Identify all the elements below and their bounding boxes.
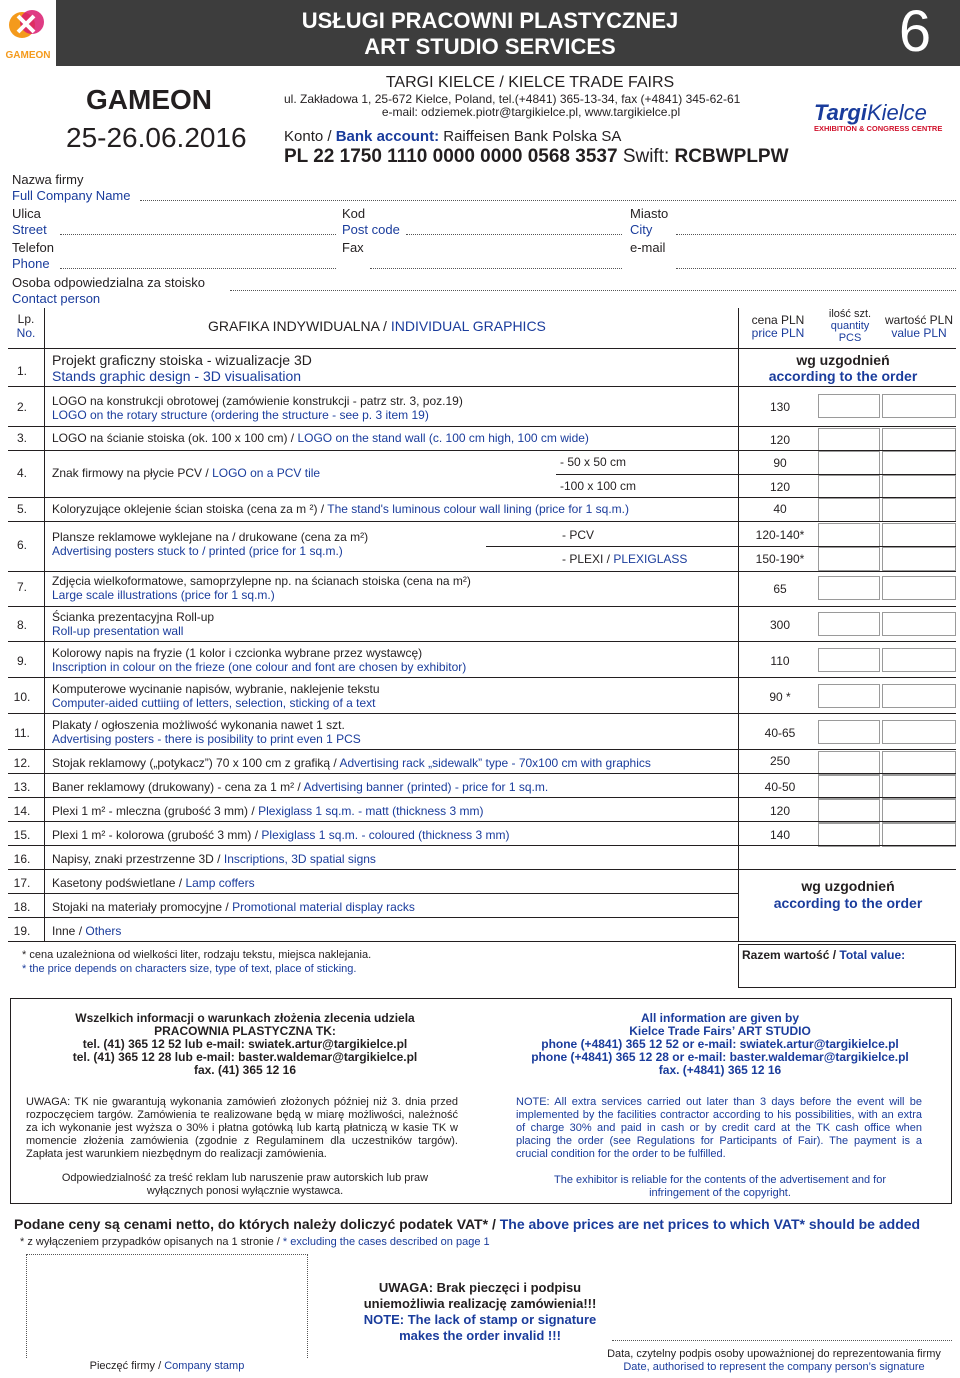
company-input[interactable] xyxy=(140,200,956,201)
footnote-pl: * cena uzależniona od wielkości liter, rodzaju tekstu, miejsca naklejania. xyxy=(22,949,372,961)
row6-number: 6. xyxy=(16,538,27,552)
row14-desc xyxy=(52,804,483,818)
total-value-box[interactable] xyxy=(738,944,956,988)
row-divider xyxy=(8,749,956,750)
info-pl-l1: Wszelkich informacji o warunkach złożenia zlecenia udziela xyxy=(75,1011,415,1025)
row13-desc xyxy=(52,780,548,794)
row4-en: LOGO on a PCV tile xyxy=(212,466,321,480)
row11-pl: Plakaty / ogłoszenia możliwość wykonania nawet 1 szt. xyxy=(52,718,345,732)
organizer-title: TARGI KIELCE / KIELCE TRADE FAIRS xyxy=(385,74,675,91)
row14-value-input[interactable] xyxy=(882,799,956,823)
organizer-email-text: e-mail: odziemek.piotr@targikielce.pl, www.targikielce.pl xyxy=(381,105,681,119)
event-dates: 25-26.06.2016 xyxy=(66,122,247,153)
row6-desc xyxy=(52,530,368,558)
row-divider xyxy=(8,773,956,774)
bank-line xyxy=(284,128,621,145)
row2-qty-input[interactable] xyxy=(818,394,880,418)
no-label: No. xyxy=(16,326,36,340)
row14-en: Plexiglass 1 sq.m. - matt (thickness 3 mm) xyxy=(258,804,484,818)
row-divider xyxy=(8,797,956,798)
row4-opt1: - 50 x 50 cm xyxy=(560,455,627,469)
row15-desc xyxy=(52,828,510,842)
page-number: 6 xyxy=(898,0,932,64)
contact-pl: Osoba odpowiedzialna za stoisko xyxy=(12,275,205,290)
row4-mid-divider xyxy=(556,474,956,475)
street-input[interactable] xyxy=(60,234,336,235)
row6-opt2-en: PLEXIGLASS xyxy=(613,552,688,566)
gameon-logo xyxy=(0,0,56,66)
vat-line xyxy=(14,1216,920,1232)
row6-pl: Plansze reklamowe wyklejane na / drukowane (cena za m²) xyxy=(52,530,369,544)
row11-desc xyxy=(52,718,361,746)
row10-en: Computer-aided cuttiing of letters, selection, sticking of a text xyxy=(52,696,376,710)
row-divider xyxy=(8,713,956,714)
bank-label-en: Bank account: xyxy=(335,128,440,145)
row3-desc xyxy=(52,431,589,445)
row15-en: Plexiglass 1 sq.m. - coloured (thickness 3 mm) xyxy=(261,828,510,842)
row15-price: 140 xyxy=(769,828,791,842)
row5-en: The stand's luminous colour wall lining (price for 1 sq.m.) xyxy=(327,502,629,516)
row-divider xyxy=(8,845,956,846)
row9-en: Inscription in colour on the frieze (one colour and font are chosen by exhibitor) xyxy=(52,660,467,674)
logo-sub: EXHIBITION & CONGRESS CENTRE xyxy=(814,124,943,133)
row15-pl: Plexi 1 m² - kolorowa (grubość 3 mm) / xyxy=(52,828,259,842)
row19-pl: Inne / xyxy=(52,924,83,938)
targi-kielce-logo xyxy=(814,100,954,140)
row-divider xyxy=(8,450,956,451)
row1-number: 1. xyxy=(16,364,27,378)
row10-price: 90 * xyxy=(769,690,791,704)
row2-pl: LOGO na konstrukcji obrotowej (zamówienie konstrukcji - patrz str. 3, poz.19) xyxy=(52,394,463,408)
signature-input[interactable] xyxy=(612,1340,952,1341)
row17-desc xyxy=(52,876,255,890)
vat-sub-en: * excluding the cases described on page 1 xyxy=(282,1236,490,1248)
row4-desc xyxy=(52,466,320,480)
sign-pl: Data, czytelny podpis osoby upoważnionej do reprezentowania firmy xyxy=(607,1348,941,1360)
row6-price1: 120-140* xyxy=(755,528,805,542)
code-pl: Kod xyxy=(342,206,366,221)
row2-number: 2. xyxy=(16,400,27,414)
logo-kielce: Kielce xyxy=(866,100,927,125)
info-en-resp: The exhibitor is reliable for the contents of the advertisement and for infringement of the copyright. xyxy=(553,1174,886,1199)
street-pl: Ulica xyxy=(12,206,41,221)
city-input[interactable] xyxy=(676,234,956,235)
row14-number: 14. xyxy=(13,804,31,818)
warning xyxy=(340,1280,620,1344)
street-en: Street xyxy=(12,222,47,237)
col-line xyxy=(44,308,45,941)
row6-opt2 xyxy=(562,552,687,566)
row-divider xyxy=(8,941,956,942)
row14-price: 120 xyxy=(769,804,791,818)
row11-price: 40-65 xyxy=(764,726,796,740)
lp-header xyxy=(8,312,44,340)
row11-value-input[interactable] xyxy=(882,720,956,744)
row5-number: 5. xyxy=(16,502,27,516)
row4-qty1-input[interactable] xyxy=(818,451,880,475)
info-en-l3: phone (+4841) 365 12 52 or e-mail: swiatek.artur@targikielce.pl xyxy=(541,1037,899,1051)
row6-en: Advertising posters stuck to / printed (price for 1 sq.m.) xyxy=(52,544,343,558)
code-en: Post code xyxy=(342,222,400,237)
row1-note xyxy=(730,352,956,384)
info-pl-resp: Odpowiedzialność za treść reklam lub naruszenie praw autorskich lub praw wyłącznych ponosi wyłącznie wystawca. xyxy=(61,1172,429,1197)
row7-price: 65 xyxy=(773,582,787,596)
row16-desc xyxy=(52,852,376,866)
header-title-en: ART STUDIO SERVICES xyxy=(364,34,616,59)
row-divider xyxy=(8,348,956,349)
row13-en: Advertising banner (printed) - price for 1 sq.m. xyxy=(303,780,549,794)
vat-sub xyxy=(20,1236,490,1248)
company-stamp-area[interactable] xyxy=(26,1254,308,1358)
row4-pl: Znak firmowy na płycie PCV / xyxy=(52,466,209,480)
row16-pl: Napisy, znaki przestrzenne 3D / xyxy=(52,852,221,866)
row12-qty-input[interactable] xyxy=(818,751,880,775)
event-name: GAMEON xyxy=(86,84,212,115)
row3-value-input[interactable] xyxy=(882,428,956,452)
row6-mid-divider xyxy=(486,546,956,547)
price-header-en: price PLN xyxy=(751,326,805,340)
row4-number: 4. xyxy=(16,466,27,480)
row9-value-input[interactable] xyxy=(882,648,956,672)
row12-pl: Stojak reklamowy („potykacz”) 70 x 100 cm z grafiką / xyxy=(52,756,337,770)
row6-qty2-input[interactable] xyxy=(818,547,880,571)
row8-pl: Ścianka prezentacyjna Roll-up xyxy=(52,610,215,624)
row6-price2: 150-190* xyxy=(755,552,805,566)
row5-value-input[interactable] xyxy=(882,498,956,522)
row4-value1-input[interactable] xyxy=(882,451,956,475)
fax-label: Fax xyxy=(342,240,364,255)
company-pl: Nazwa firmy xyxy=(12,172,84,187)
company-label xyxy=(12,172,131,204)
row9-price: 110 xyxy=(770,654,790,668)
row1-pl: Projekt graficzny stoiska - wizualizacje 3D xyxy=(52,352,312,368)
row17-en: Lamp coffers xyxy=(185,876,255,890)
contact-label xyxy=(12,275,205,307)
row3-price: 120 xyxy=(769,433,791,447)
row-divider xyxy=(8,571,956,572)
row2-price: 130 xyxy=(769,400,791,414)
row4-qty2-input[interactable] xyxy=(818,475,880,499)
qty-header-pcs: PCS xyxy=(838,332,862,344)
row9-qty-input[interactable] xyxy=(818,648,880,672)
row12-desc xyxy=(52,756,651,770)
row6-opt2-pl: - PLEXI / xyxy=(562,552,611,566)
row-divider xyxy=(8,869,956,870)
row-divider xyxy=(8,917,738,918)
code-label xyxy=(342,206,400,238)
info-pl-note: UWAGA: TK nie gwarantują wykonania zamówień złożonych później niż 3. dnia przed rozpoczęciem targów. Zamówienia te realizowane będą w miarę możliwości, należność za ich wykonanie jest wyższa o 30% i płatna gotówką lub kartą płatniczą w kasie TK w momencie złożenia zamówienia (zgodnie z Regulaminem dla uczestników targów). Zapłata jest warunkiem niezbędnym do realizacji zamówienia. xyxy=(26,1096,458,1160)
table-title-en: INDIVIDUAL GRAPHICS xyxy=(390,318,546,334)
row-divider xyxy=(8,677,956,678)
row14-pl: Plexi 1 m² - mleczna (grubość 3 mm) / xyxy=(52,804,255,818)
row12-number: 12. xyxy=(13,756,31,770)
email-label: e-mail xyxy=(630,240,666,255)
row5-price: 40 xyxy=(773,502,787,516)
row11-qty-input[interactable] xyxy=(818,720,880,744)
info-pl-l4: tel. (41) 365 12 28 lub e-mail: baster.waldemar@targikielce.pl xyxy=(72,1050,418,1064)
qty-header-pl: ilość szt. xyxy=(828,308,872,320)
row5-desc xyxy=(52,502,629,516)
row7-qty-input[interactable] xyxy=(818,576,880,600)
row-divider xyxy=(8,641,956,642)
vat-sub-pl: * z wyłączeniem przypadków opisanych na 1 stronie / xyxy=(20,1236,280,1248)
iban: PL 22 1750 1110 0000 0000 0568 3537 xyxy=(284,146,618,167)
row3-number: 3. xyxy=(16,431,27,445)
email-input[interactable] xyxy=(676,268,956,269)
city-label xyxy=(630,206,668,238)
value-header xyxy=(882,314,956,340)
street-label xyxy=(12,206,47,238)
phone-input[interactable] xyxy=(60,268,336,269)
qty-header-en: quantity xyxy=(830,320,870,332)
row2-en: LOGO on the rotary structure (ordering the structure - see p. 3 item 19) xyxy=(52,408,429,422)
row10-pl: Komputerowe wycinanie napisów, wybranie, naklejenie tekstu xyxy=(52,682,380,696)
row18-pl: Stojaki na materiały promocyjne / xyxy=(52,900,229,914)
row-divider xyxy=(8,497,956,498)
row8-qty-input[interactable] xyxy=(818,612,880,636)
fax-input[interactable] xyxy=(370,268,622,269)
city-pl: Miasto xyxy=(630,206,669,221)
sign-en: Date, authorised to represent the company person’s signature xyxy=(623,1361,925,1373)
signature-label xyxy=(590,1348,958,1374)
warning-l2: uniemożliwia realizację zamówienia!!! xyxy=(363,1296,597,1311)
info-pl-l2: PRACOWNIA PLASTYCZNA TK: xyxy=(154,1024,336,1038)
row6-value1-input[interactable] xyxy=(882,523,956,547)
row17-number: 17. xyxy=(13,876,31,890)
row10-number: 10. xyxy=(13,690,31,704)
organizer-email xyxy=(284,105,778,119)
row3-qty-input[interactable] xyxy=(818,428,880,452)
swift-code: RCBWPLPW xyxy=(674,146,789,167)
row8-desc xyxy=(52,610,214,638)
row15-value-input[interactable] xyxy=(882,823,956,847)
footnote xyxy=(22,948,371,976)
row4-price1: 90 xyxy=(773,456,787,470)
header-title-pl: USŁUGI PRACOWNI PLASTYCZNEJ xyxy=(301,8,679,33)
row17-note xyxy=(740,878,956,912)
price-header-pl: cena PLN xyxy=(751,313,805,327)
info-en-note: NOTE: All extra services carried out later than 3 days before the event will be implemented by the facilities contractor according to his possibilities, with an extra of charge 30% and paid in cash or by credit card at the TK cash office when placing the order (see Regulations for Participants of Fair). The payment is a crucial condition for the order to be fulfilled. xyxy=(516,1096,922,1160)
price-header xyxy=(738,314,818,340)
row4-price2: 120 xyxy=(769,480,791,494)
row12-en: Advertising rack „sidewalk” type - 70x100 cm with graphics xyxy=(339,756,651,770)
row1-note-pl: wg uzgodnień xyxy=(796,352,890,368)
row4-value2-input[interactable] xyxy=(882,475,956,499)
info-pl-contact xyxy=(40,1012,450,1077)
total-en: Total value: xyxy=(839,948,906,962)
stamp-label xyxy=(26,1360,308,1372)
row9-pl: Kolorowy napis na fryzie (1 kolor i czcionka wybrane przez wystawcę) xyxy=(52,646,423,660)
gameon-logo-text: GAMEON xyxy=(5,50,51,61)
row-divider xyxy=(8,606,956,607)
row12-value-input[interactable] xyxy=(882,751,956,775)
info-pl-l3: tel. (41) 365 12 52 lub e-mail: swiatek.artur@targikielce.pl xyxy=(82,1037,408,1051)
info-en-contact xyxy=(500,1012,940,1077)
value-header-pl: wartość PLN xyxy=(884,313,954,327)
qty-header xyxy=(818,308,882,344)
row18-desc xyxy=(52,900,415,914)
row16-en: Inscriptions, 3D spatial signs xyxy=(223,852,376,866)
organizer-address: ul. Zakładowa 1, 25-672 Kielce, Poland, tel.(+4841) 365-13-34, fax (+4841) 345-62-61 xyxy=(284,92,741,106)
row7-en: Large scale illustrations (price for 1 sq.m.) xyxy=(52,588,275,602)
row5-qty-input[interactable] xyxy=(818,498,880,522)
row6-qty1-input[interactable] xyxy=(818,523,880,547)
row7-value-input[interactable] xyxy=(882,576,956,600)
table-title xyxy=(208,318,546,334)
company-en: Full Company Name xyxy=(12,188,131,203)
stamp-en: Company stamp xyxy=(164,1360,245,1372)
contact-en: Contact person xyxy=(12,291,101,306)
footnote-en: * the price depends on characters size, type of text, place of sticking. xyxy=(22,963,357,975)
info-en-l2: Kielce Trade Fairs’ ART STUDIO xyxy=(629,1024,811,1038)
swift-label: Swift: xyxy=(622,146,670,167)
phone-pl: Telefon xyxy=(12,240,54,255)
row13-value-input[interactable] xyxy=(882,775,956,799)
row7-number: 7. xyxy=(16,580,27,594)
row10-value-input[interactable] xyxy=(882,684,956,708)
code-input[interactable] xyxy=(406,234,622,235)
info-en-l4: phone (+4841) 365 12 28 or e-mail: baster.waldemar@targikielce.pl xyxy=(531,1050,909,1064)
lp-label: Lp. xyxy=(17,312,35,326)
row17-note-pl: wg uzgodnień xyxy=(801,878,895,894)
row19-desc xyxy=(52,924,121,938)
row-divider xyxy=(8,386,956,387)
row17-pl: Kasetony podświetlane / xyxy=(52,876,183,890)
bank-label-pl: Konto / xyxy=(284,128,332,145)
row7-desc xyxy=(52,574,471,602)
row18-en: Promotional material display racks xyxy=(232,900,415,914)
row3-pl: LOGO na ścianie stoiska (ok. 100 x 100 cm) / xyxy=(52,431,295,445)
row2-desc xyxy=(52,394,463,422)
row-divider xyxy=(8,893,738,894)
row18-number: 18. xyxy=(13,900,31,914)
row1-note-en: according to the order xyxy=(768,368,918,384)
row7-pl: Zdjęcia wielkoformatowe, samoprzylepne np. na ścianach stoiska (cena na m²) xyxy=(52,574,471,588)
phone-en: Phone xyxy=(12,256,50,271)
row3-en: LOGO on the stand wall (c. 100 cm high, 100 cm wide) xyxy=(297,431,589,445)
vat-en: The above prices are net prices to which VAT* should be added xyxy=(499,1216,921,1232)
table-title-pl: GRAFIKA INDYWIDUALNA / xyxy=(208,318,387,334)
row10-qty-input[interactable] xyxy=(818,684,880,708)
row15-number: 15. xyxy=(13,828,31,842)
row14-qty-input[interactable] xyxy=(818,799,880,823)
row17-note-en: according to the order xyxy=(773,895,923,911)
row5-pl: Koloryzujące oklejenie ścian stoiska (cena za m ²) / xyxy=(52,502,325,516)
iban-line xyxy=(284,146,789,168)
row1-desc xyxy=(52,352,312,384)
row8-en: Roll-up presentation wall xyxy=(52,624,184,638)
city-en: City xyxy=(630,222,653,237)
row8-number: 8. xyxy=(16,618,27,632)
row9-desc xyxy=(52,646,466,674)
info-en-l1: All information are given by xyxy=(640,1011,800,1025)
row13-qty-input[interactable] xyxy=(818,775,880,799)
table-header xyxy=(8,308,956,348)
bank-name: Raiffeisen Bank Polska SA xyxy=(443,128,622,145)
warning-l4: makes the order invalid !!! xyxy=(399,1328,561,1343)
row15-qty-input[interactable] xyxy=(818,823,880,847)
row19-en: Others xyxy=(85,924,122,938)
row11-number: 11. xyxy=(14,726,30,740)
row2-value-input[interactable] xyxy=(882,394,956,418)
contact-input[interactable] xyxy=(230,290,956,291)
stamp-pl: Pieczęć firmy / xyxy=(89,1360,162,1372)
row9-number: 9. xyxy=(16,654,27,668)
row11-en: Advertising posters - there is posibility to print even 1 PCS xyxy=(52,732,361,746)
row-divider xyxy=(8,821,956,822)
info-pl-l5: fax. (41) 365 12 16 xyxy=(193,1063,297,1077)
row4-opt2: -100 x 100 cm xyxy=(560,479,637,493)
info-en-l5: fax. (+4841) 365 12 16 xyxy=(658,1063,782,1077)
warning-l3: NOTE: The lack of stamp or signature xyxy=(363,1312,597,1327)
row-divider xyxy=(8,521,956,522)
row1-en: Stands graphic design - 3D visualisation xyxy=(52,368,302,384)
total-pl: Razem wartość / xyxy=(742,948,837,962)
row13-price: 40-50 xyxy=(764,780,796,794)
vat-pl: Podane ceny są cenami netto, do których należy doliczyć podatek VAT* / xyxy=(14,1216,496,1232)
row12-price: 250 xyxy=(769,754,791,768)
col-line xyxy=(738,308,739,941)
row19-number: 19. xyxy=(13,924,31,938)
row6-opt1: - PCV xyxy=(562,528,595,542)
row8-price: 300 xyxy=(769,618,791,632)
warning-l1: UWAGA: Brak pieczęci i podpisu xyxy=(378,1280,582,1295)
row13-number: 13. xyxy=(13,780,31,794)
row6-value2-input[interactable] xyxy=(882,547,956,571)
value-header-en: value PLN xyxy=(891,326,947,340)
row-divider xyxy=(8,426,956,427)
phone-label xyxy=(12,240,54,272)
row8-value-input[interactable] xyxy=(882,612,956,636)
logo-targi: Targi xyxy=(814,100,867,125)
row10-desc xyxy=(52,682,380,710)
row16-number: 16. xyxy=(13,852,31,866)
row13-pl: Baner reklamowy (drukowany) - cena za 1 m² / xyxy=(52,780,301,794)
